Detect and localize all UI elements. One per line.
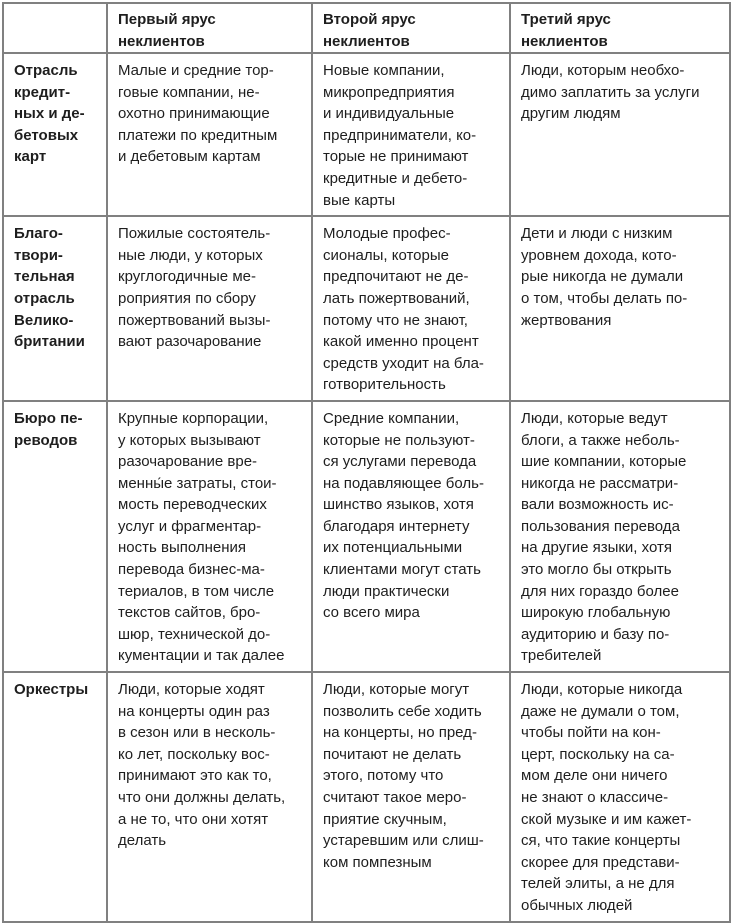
text-line: Люди, которые никогда [521,681,683,699]
text-line: никогда не рассматри- [521,474,679,492]
text-line: жертвования [521,311,612,329]
text-line: какой именно процент [323,333,479,351]
text-line: ся услугами перевода [323,453,477,471]
text-line: Люди, которые ведут [521,409,668,427]
non-customer-tiers-table [2,2,731,923]
text-line: димо заплатить за услуги [521,83,700,101]
text-line: вые карты [323,191,396,209]
table-row [3,53,730,216]
text-line: бетовых [14,126,79,144]
text-line: их потенциальными [323,539,463,557]
text-line: считают такое меро- [323,789,467,806]
text-line: Пожилые состоятель- [118,225,271,243]
header-tier-1 [107,3,312,53]
text-line: а не то, что они хотят [118,810,269,828]
text-line: ской музыке и им кажет- [521,810,692,828]
table-row [3,401,730,672]
text-line: перевода бизнес-ма- [118,561,265,579]
text-line: разочарование вре- [118,453,258,471]
cell-translation-tier-1 [107,401,312,672]
text-line: британии [14,333,85,351]
text-line: торые не принимают [323,148,469,166]
cell-orchestras-tier-3 [510,672,730,922]
text-line: Малые и средние тор- [118,62,274,79]
cell-orchestras-tier-1 [107,672,312,922]
corner-cell [3,3,107,53]
text-line: ность выполнения [118,539,247,557]
text-line: шюр, технической до- [118,625,271,643]
text-line: другим людям [521,105,621,123]
text-line: на подавляющее боль- [323,474,484,492]
text-line: потому что не знают, [323,311,468,329]
text-line: Бюро пе- [14,409,83,427]
text-line: скорее для представи- [521,853,680,871]
text-line: круглогодичные ме- [118,268,256,286]
cell-cards-tier-3 [510,53,730,216]
text-line: кументации и так далее [118,647,285,665]
text-line: реводов [14,431,78,449]
text-line: устаревшим или слиш- [323,832,484,850]
text-line: кредитные и дебето- [323,169,468,187]
text-line: Дети и люди с низким [521,225,673,243]
cell-translation-tier-3 [510,401,730,672]
text-line: Люди, которые могут [323,681,470,699]
text-line: Средние компании, [323,409,460,427]
text-line: люди практически [323,582,450,600]
text-line: для них гораздо более [521,582,679,600]
header-tier-3 [510,3,730,53]
text-line: Люди, которым необхо- [521,62,685,79]
text-line: неклиентов [323,32,410,50]
cell-translation-tier-2 [312,401,510,672]
table-row [3,672,730,922]
text-line: принимают это как то, [118,767,272,785]
text-line: ные люди, у которых [118,246,263,264]
text-line: предприниматели, ко- [323,126,477,144]
text-line: Благо- [14,225,63,243]
text-line: рые никогда не думали [521,268,684,286]
text-line: позволить себе ходить [323,702,482,720]
text-line: сионалы, которые [323,246,449,264]
text-line: средств уходит на бла- [323,354,484,372]
text-line: предпочитают не де- [323,268,469,286]
text-line: в сезон или в несколь- [118,724,276,742]
text-line: кредит- [14,83,71,101]
text-line: уровнем дохода, кото- [521,246,677,264]
row-label-translation [3,401,107,672]
text-line: это могло бы открыть [521,561,672,579]
row-label-cards [3,53,107,216]
text-line: Оркестры [14,681,89,699]
text-line: Велико- [14,311,74,329]
text-line: ся, что такие концерты [521,832,681,850]
text-line: Второй ярус [323,11,416,28]
text-line: пользования перевода [521,517,680,535]
text-line: шинство языков, хотя [323,496,474,514]
cell-cards-tier-1 [107,53,312,216]
text-line: со всего мира [323,604,420,622]
text-line: Люди, которые ходят [118,681,265,699]
text-line: карт [14,148,47,166]
text-line: шие компании, которые [521,453,687,471]
text-line: этого, потому что [323,767,444,785]
cell-cards-tier-2 [312,53,510,216]
text-line: лать пожертвований, [323,289,470,307]
cell-charity-tier-3 [510,216,730,401]
text-line: мость переводческих [118,496,267,514]
text-line: платежи по кредитным [118,126,278,144]
text-line: Первый ярус [118,11,216,28]
text-line: неклиентов [118,32,205,50]
text-line: Молодые профес- [323,225,451,243]
text-line: почитают не делать [323,745,462,763]
text-line: приятие скучным, [323,810,447,828]
text-line: у которых вызывают [118,431,261,449]
text-line: на концерты, но пред- [323,724,477,742]
text-line: говые компании, не- [118,83,260,101]
text-line: Новые компании, [323,62,445,79]
text-line: пожертвований вызы- [118,311,271,329]
text-line: Крупные корпорации, [118,409,269,427]
text-line: не знают о классиче- [521,789,669,806]
text-line: и дебетовым картам [118,148,261,166]
text-line: телей элиты, а не для [521,875,675,893]
text-line: что они должны делать, [118,789,286,806]
cell-charity-tier-2 [312,216,510,401]
text-line: вают разочарование [118,333,262,351]
text-line: ных и де- [14,105,85,123]
header-row [3,3,730,53]
header-tier-2 [312,3,510,53]
text-line: о том, чтобы делать по- [521,289,688,307]
text-line: аудиторию и базу по- [521,625,670,643]
text-line: на концерты один раз [118,702,270,720]
text-line: мом деле они ничего [521,767,668,785]
text-line: отрасль [14,289,75,307]
text-line: услуг и фрагментар- [118,517,262,535]
text-line: менны́е затраты, стои- [118,474,277,492]
text-line: Третий ярус [521,11,611,28]
row-label-orchestras [3,672,107,922]
cell-orchestras-tier-2 [312,672,510,922]
text-line: роприятия по сбору [118,289,256,307]
text-line: ко лет, поскольку вос- [118,745,270,763]
text-line: клиентами могут стать [323,561,481,579]
text-line: делать [118,832,167,850]
row-label-charity [3,216,107,401]
text-line: твори- [14,246,63,264]
table-row [3,216,730,401]
text-line: готворительность [323,376,446,394]
text-line: и индивидуальные [323,105,455,123]
text-line: широкую глобальную [521,604,671,622]
text-line: благодаря интернету [323,517,470,535]
text-line: требителей [521,647,602,665]
text-line: Отрасль [14,62,78,79]
text-line: блоги, а также неболь- [521,431,680,449]
text-line: которые не пользуют- [323,431,475,449]
text-line: неклиентов [521,32,608,50]
text-line: тельная [14,268,75,286]
text-line: обычных людей [521,896,633,914]
text-line: даже не думали о том, [521,702,680,720]
text-line: микропредприятия [323,83,455,101]
text-line: текстов сайтов, бро- [118,604,261,622]
text-line: церт, поскольку на са- [521,745,675,763]
text-line: чтобы пойти на кон- [521,724,661,742]
text-line: териалов, в том числе [118,582,275,600]
text-line: ком помпезным [323,853,432,871]
text-line: вали возможность ис- [521,496,674,514]
text-line: охотно принимающие [118,105,270,123]
cell-charity-tier-1 [107,216,312,401]
text-line: на другие языки, хотя [521,539,672,557]
